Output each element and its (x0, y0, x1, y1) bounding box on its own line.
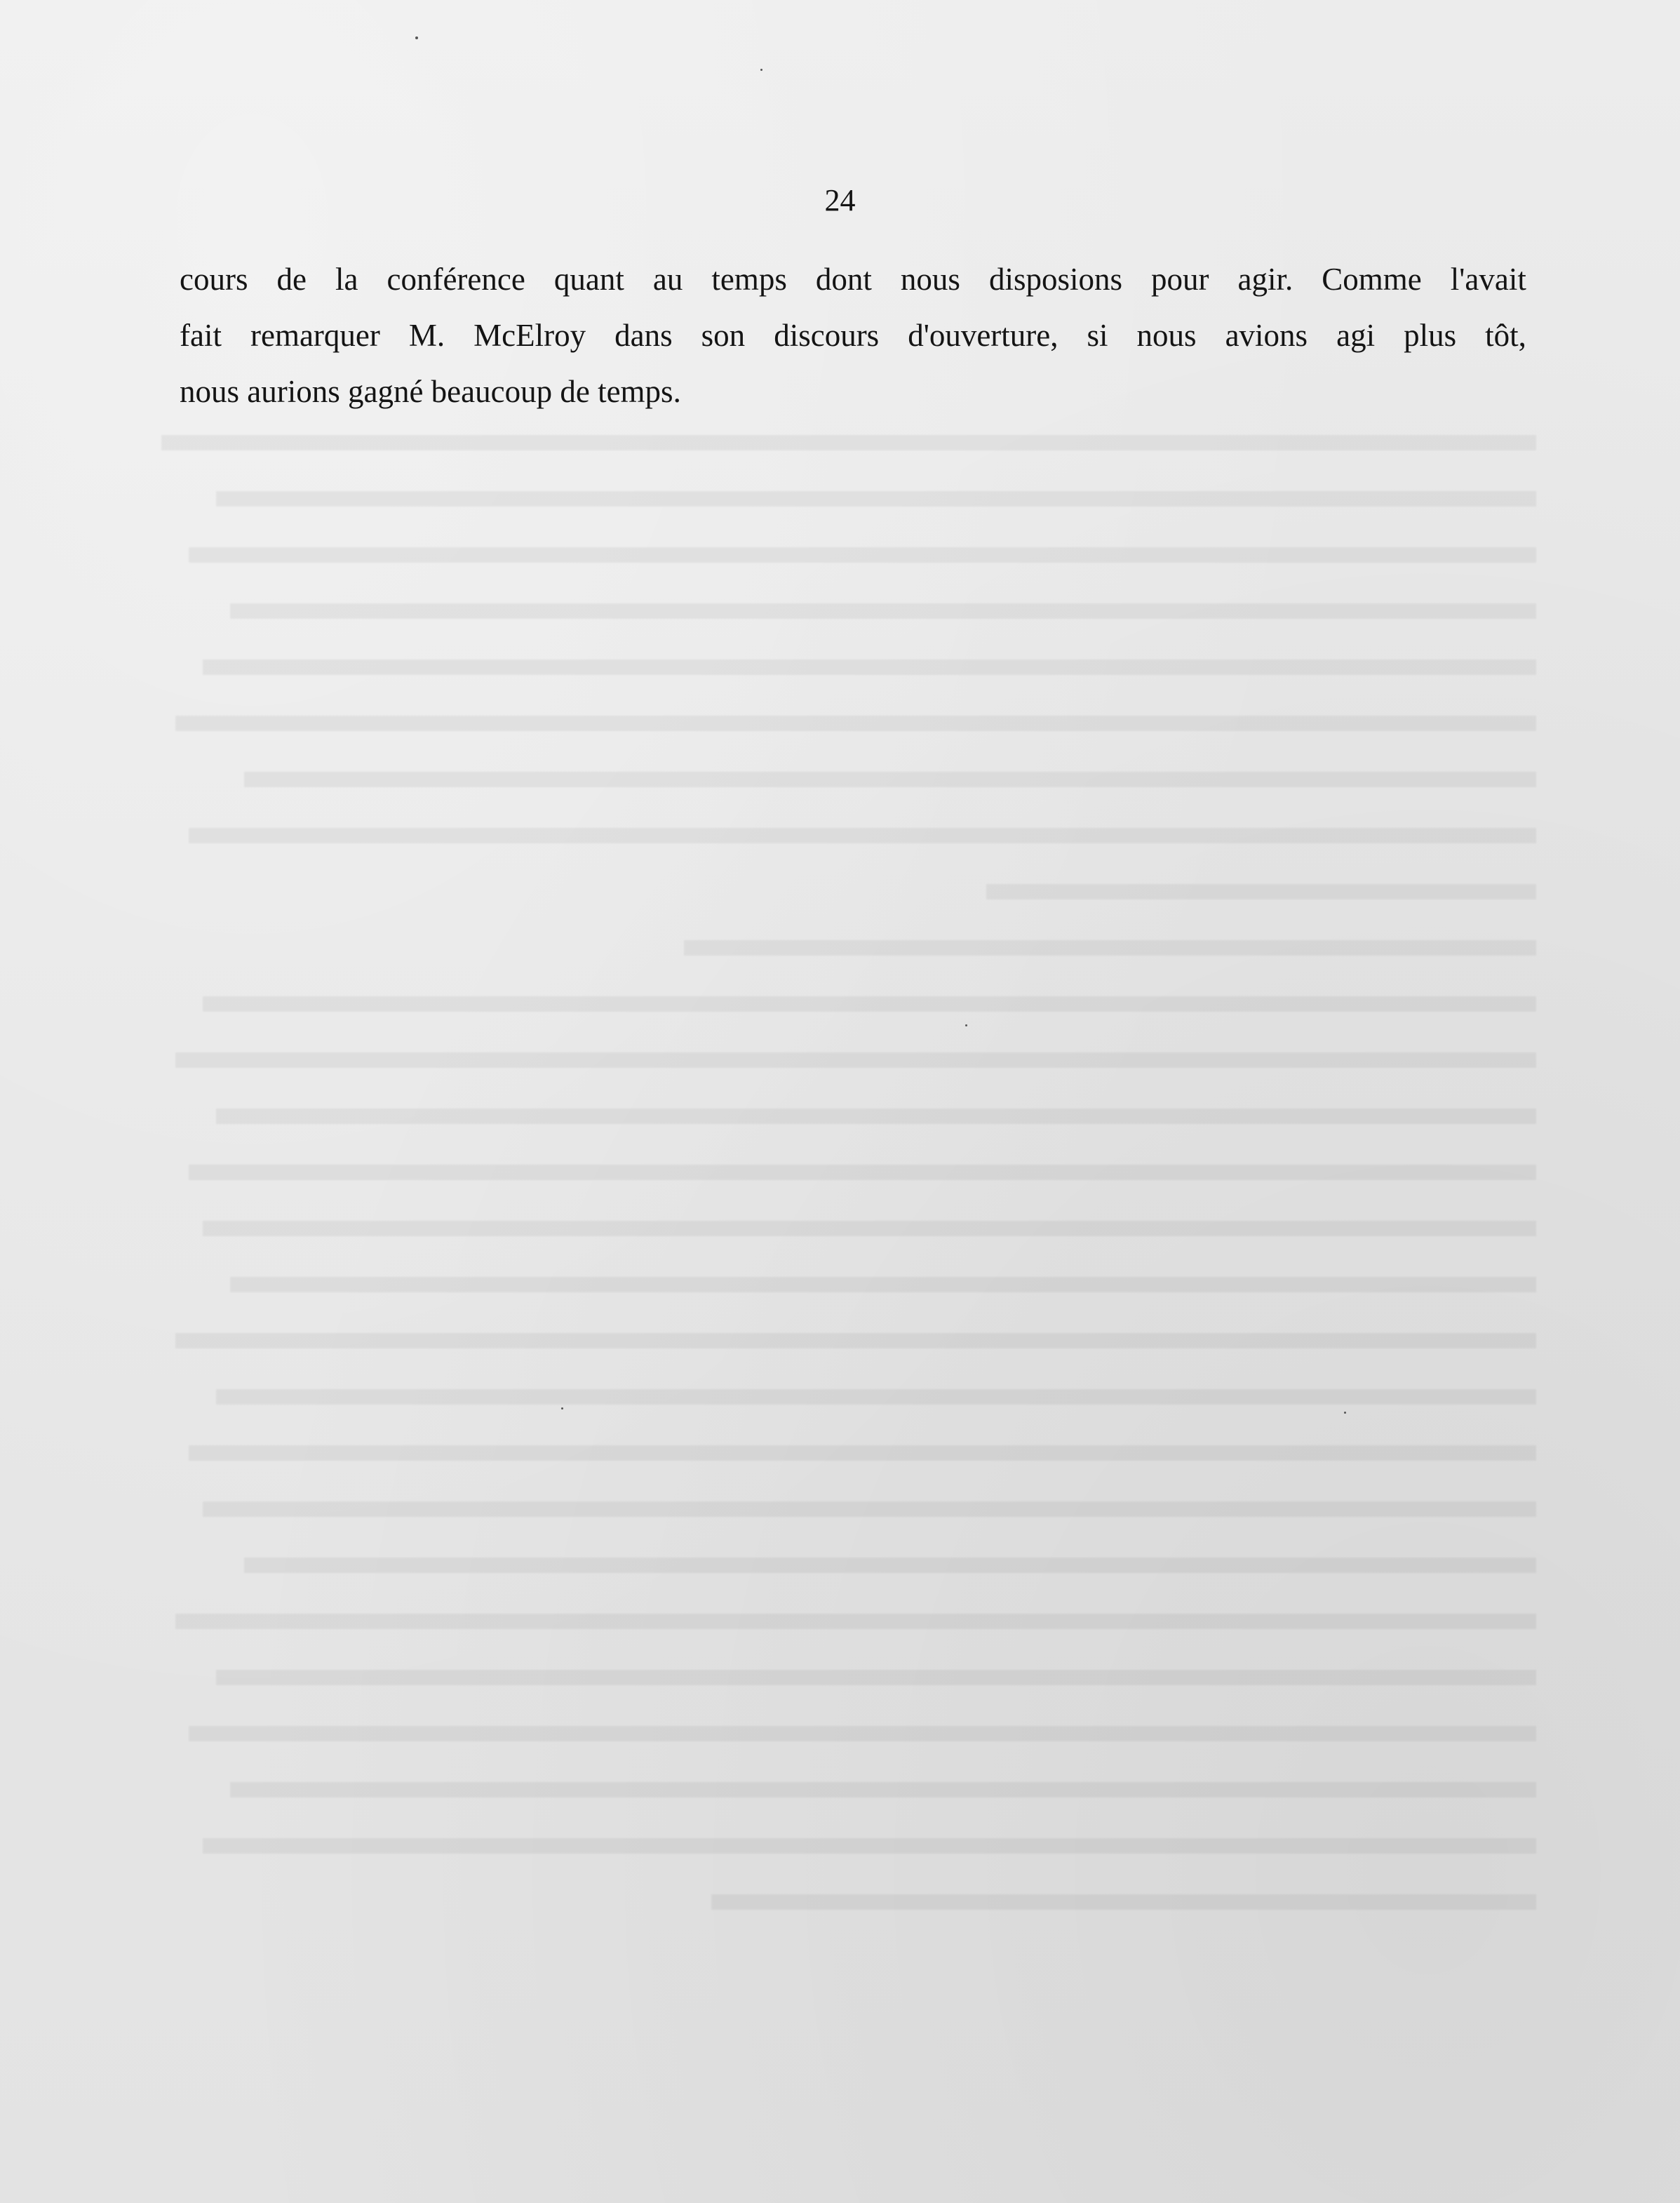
word: disposions (988, 262, 1122, 297)
word: si (1087, 318, 1108, 353)
word: de (276, 262, 307, 297)
text-line-3 (180, 363, 1526, 420)
word: agi (1336, 318, 1376, 353)
last-line-text: nous aurions gagné beaucoup de temps. (180, 374, 681, 409)
word: M. (408, 318, 445, 353)
speck (760, 69, 762, 71)
word: pour (1151, 262, 1209, 297)
word: cours (180, 262, 248, 297)
word: McElroy (473, 318, 586, 353)
word: conférence (387, 262, 525, 297)
word: temps (711, 262, 787, 297)
word: nous (1136, 318, 1197, 353)
speck (965, 1024, 967, 1026)
word: tôt, (1485, 318, 1526, 353)
word: son (701, 318, 746, 353)
word: remarquer (250, 318, 380, 353)
page-number: 24 (824, 183, 856, 217)
word: dans (614, 318, 673, 353)
text-line-1 (180, 251, 1526, 307)
word: d'ouverture, (908, 318, 1059, 353)
speck (1344, 1412, 1346, 1414)
text-line-2 (180, 307, 1526, 363)
word: plus (1404, 318, 1457, 353)
word: discours (774, 318, 880, 353)
word: agir. (1237, 262, 1293, 297)
word: au (652, 262, 683, 297)
word: Comme (1322, 262, 1422, 297)
word: l'avait (1450, 262, 1526, 297)
word: quant (553, 262, 624, 297)
show-through-texture (161, 379, 1536, 2063)
paragraph (180, 251, 1526, 420)
word: fait (180, 318, 222, 353)
word: nous (900, 262, 960, 297)
word: avions (1225, 318, 1308, 353)
speck (561, 1407, 563, 1409)
word: la (335, 262, 358, 297)
speck (415, 36, 418, 39)
word: dont (815, 262, 872, 297)
